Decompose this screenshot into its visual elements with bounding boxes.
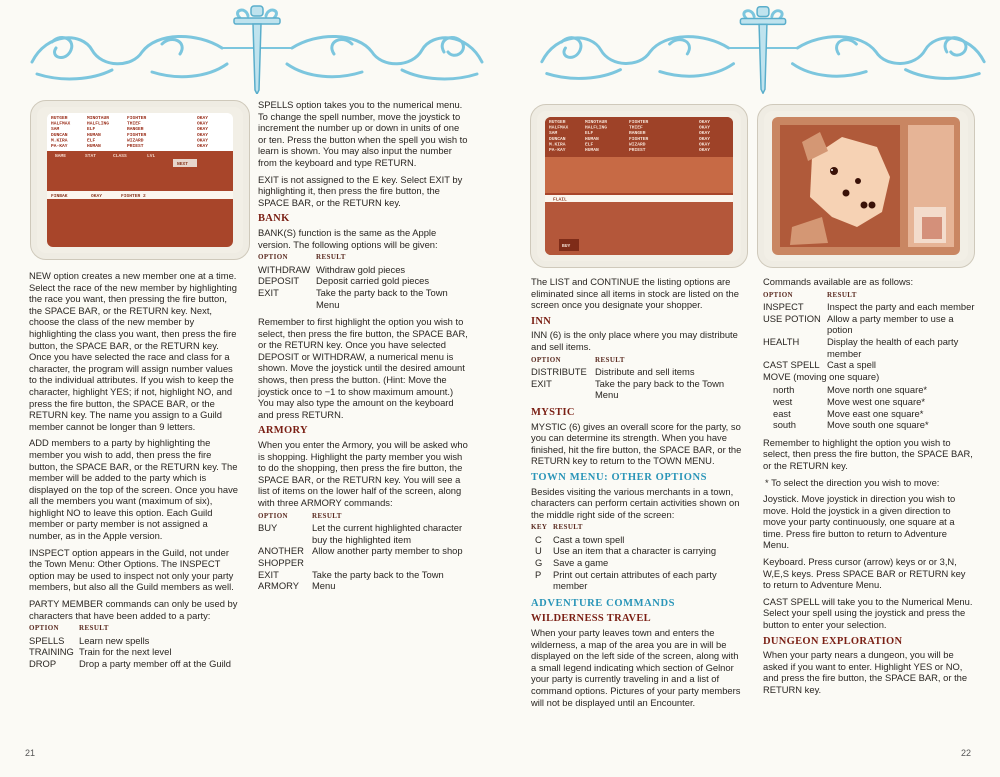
cast-spell-text: CAST SPELL will take you to the Numerical Menu. Select your spell using the joystick and press the button to enter your selection. [763,595,973,631]
result-cell: Move west one square* [827,395,925,407]
right-page [500,0,1000,777]
screen-party-cell: FIGHTER [629,120,649,125]
guild-screen-graphic [47,113,233,247]
table-header-result: RESULT [79,624,109,633]
direction-cell: west [773,395,793,407]
move-label: MOVE (moving one square) [763,370,880,382]
sword-scroll-ornament-left [22,2,492,94]
bank-table [258,252,468,310]
game-screen [545,117,733,255]
screen-party-cell: WIZARD [127,138,144,144]
wilderness-travel-heading: WILDERNESS TRAVEL [531,613,651,625]
remember-text: Remember to first highlight the option you wish to select, then press the fire button, the SPACE BAR, or the RETURN key. Once you have selected DEPOSIT or WITHDRAW, a numerical menu is shown. Move the joystick until the desired amount shows, then press the button. (Hint: Move the joystick once to −1 to show maximum amount.) You may also type the amount on the keyboard and press RETURN. [258,316,468,420]
table-header-option: OPTION [763,290,794,299]
result-cell: Train for the next level [79,646,172,658]
list-continue-text: The LIST and CONTINUE the listing options are eliminated since all items in stock are listed on the screen once you designate your shopper. [531,276,739,311]
screen-party-cell: ELF [87,138,96,144]
key-cell: U [535,545,542,557]
right-column-2 [763,276,975,701]
screen-party-cell: M.KIRA [549,142,566,148]
party-member-text: PARTY MEMBER commands can only be used by characters that have been added to a party: [29,598,238,621]
remember-text: Remember to highlight the option you wish to select, then press the fire button, the SPACE BAR, or the RETURN key. [763,436,973,471]
table-row [258,264,468,276]
screen-party-cell: ELF [585,142,594,148]
screen-side-label: NEXT [177,162,189,167]
direction-cell: east [773,407,791,419]
screen-party-cell: DUNCAN [51,132,68,138]
screen-item-highlight: FLAIL [553,197,567,203]
screen-party-cell: OKAY [699,136,711,142]
option-cell: EXIT [531,377,552,389]
screen-party-cell: FIGHTER [629,136,649,142]
table-row [763,408,975,420]
table-row [531,534,743,546]
screen-party-cell: HALFLING [87,121,110,127]
table-header-result: RESULT [595,355,625,364]
table-header-option: OPTION [29,624,60,633]
table-row [531,545,743,557]
screen-party-cell: OKAY [699,148,711,153]
screen-party-cell: HUMAN [585,148,599,153]
table-header-result: RESULT [316,253,346,262]
option-cell: TRAINING [29,646,74,658]
result-cell: Cast a town spell [553,533,625,545]
option-cell: WITHDRAW [258,263,311,275]
screen-party-cell: HUMAN [585,136,599,142]
table-row [763,384,975,396]
key-cell: P [535,568,542,580]
table-row [531,557,743,569]
table-row [763,301,975,313]
screen-party-cell: OKAY [699,120,711,125]
armory-text: When you enter the Armory, you will be asked who is shopping. Highlight the party member you wish to do the shopping, then press the fire button, the SPACE BAR, or the RETURN key. You will see a list of items on the lower half of the screen, along with three ARMORY commands: [258,439,468,508]
screen-party-cell: FIGHTER [127,132,147,138]
option-cell: DROP [29,658,57,669]
screen-party-cell: HALFLING [585,125,608,131]
screen-list-header: STAT [85,154,97,159]
party-member-table [29,623,239,669]
game-screen [772,117,960,255]
inn-table [531,355,743,401]
mystic-heading: MYSTIC [531,406,575,418]
adventure-commands-table [763,290,975,371]
screen-party-cell: OKAY [197,132,209,138]
mystic-text: MYSTIC (6) gives an overall score for the party, so you can determine its strength. When you have finished, hit the fire button, the SPACE BAR, or the RETURN key to return to the TOWN MENU. [531,420,742,467]
bank-heading: BANK [258,213,290,225]
screen-party-cell: RUTGER [51,116,68,121]
shop-screenshot [530,104,748,268]
direction-cell: north [773,384,795,396]
option-cell: EXIT [258,286,279,298]
table-header-option: OPTION [531,355,562,364]
table-header-result: RESULT [553,523,583,532]
result-cell: Deposit carried gold pieces [316,275,430,287]
screen-party-cell: RANGER [629,131,646,137]
result-cell: Take the party back to the Town Menu [316,286,448,310]
screen-party-cell: HALFMAX [549,125,569,131]
result-cell: Let the current highlighted character buy the highlighted item [312,522,463,545]
keyboard-text: Keyboard. Press cursor (arrow) keys or or 3,N, W,E,S keys. Press SPACE BAR or RETURN key to return to Adventure Menu. [763,556,966,591]
screen-party-cell: DUNCAN [549,136,566,142]
left-column-1 [29,270,239,676]
result-cell: Take the pary back to the Town Menu [595,377,725,401]
screen-party-cell: PA-KAY [549,148,566,153]
sword-scroll-ornament-right [532,2,994,94]
screen-party-cell: OKAY [197,144,209,149]
screen-party-cell: WIZARD [629,142,646,148]
screen-party-cell: OKAY [197,116,209,121]
screen-party-cell: ELF [87,127,96,133]
table-row [258,569,468,592]
screen-party-cell: OKAY [197,138,209,144]
result-cell: Move south one square* [827,419,929,431]
key-cell: C [535,533,542,545]
table-row [763,313,975,336]
screen-list-header: LVL [147,154,156,159]
table-header-option: OPTION [258,511,289,520]
screen-party-cell: OKAY [699,142,711,148]
option-cell: CAST SPELL [763,359,820,371]
key-cell: G [535,557,543,569]
page-number: 22 [961,748,972,758]
screen-party-cell: M.KIRA [51,138,68,144]
wilderness-map-screenshot [757,104,975,268]
bank-text: BANK(S) function is the same as the Apple version. The following options will be given: [258,226,438,250]
screen-party-cell: HUMAN [87,144,101,149]
screen-list-header: NAME [55,154,67,159]
screen-party-cell: THIEF [127,121,141,127]
inn-text: INN (6) is the only place where you may distribute and sell items. [531,329,738,352]
screen-party-cell: PA-KAY [51,144,68,149]
option-cell: DEPOSIT [258,275,300,287]
result-cell: Withdraw gold pieces [316,263,406,275]
dungeon-exploration-heading: DUNGEON EXPLORATION [763,635,903,647]
guild-roster-screenshot [30,100,250,260]
result-cell: Move east one square* [827,407,924,419]
armory-table [258,511,468,592]
result-cell: Use an item that a character is carrying [553,545,717,557]
direction-text: * To select the direction you wish to move: [765,476,940,488]
screen-party-cell: PRIEST [629,148,646,153]
joystick-text: Joystick. Move joystick in direction you wish to move. Hold the joystick in a given direction to move your party continuously, one square at a time. Press fire button to return to Adventure Menu. [763,493,956,551]
move-table [763,384,975,430]
screen-party-cell: PRIEST [127,144,144,149]
direction-cell: south [773,419,796,431]
result-cell: Save a game [553,557,609,569]
exit-text: EXIT is not assigned to the E key. Select EXIT by highlighting it, then press the fire button, the SPACE BAR, or the RETURN key. [258,173,463,208]
new-option-text: NEW option creates a new member one at a time. Select the race of the new member by highlighting the race you want, then pressing the fire button, the SPACE BAR, or the RETURN key. Next, choose the class of the new member by highlighting the class you want, then press the fire button, the SPACE BAR, or the RETURN key. Once you have selected the race and class for a character, the program will assign number values to the individual attributes. If you wish to keep the character, highlight YES; if not, highlight NO, and press the fire button, the SPACE BAR, or the RETURN key. The name you assign to a Guild member cannot be longer than 9 letters. [29,270,237,432]
screen-party-cell: RANGER [127,127,144,133]
inspect-text: INSPECT option appears in the Guild, not under the Town Menu: Other Options. The INSPECT option may be used to inspect not only your party members, but also all the Guild members as well. [29,546,234,593]
option-cell: INSPECT [763,301,804,313]
screen-party-cell: SAM [51,127,60,133]
screen-party-cell: OKAY [699,125,711,131]
option-cell: DISTRIBUTE [531,366,587,378]
result-cell: Cast a spell [827,359,876,371]
table-row [763,396,975,408]
table-row [763,336,975,359]
option-cell: HEALTH [763,335,800,347]
add-text: ADD members to a party by highlighting the member you wish to add, then press the fire button, the SPACE BAR, or the RETURN key. The member will be added to the party which is displayed on the top of the screen. Once you have all the members you want (maximum of six), highlight NO to leave this option. Each Guild member or party member is not assigned a number, as in the Apple version. [29,437,238,542]
table-header-result: RESULT [827,290,857,299]
page-number: 21 [25,748,36,758]
table-row [763,419,975,431]
screen-party-cell: OKAY [197,121,209,127]
town-menu-heading: TOWN MENU: OTHER OPTIONS [531,471,708,483]
left-column-2 [258,99,468,598]
option-cell: EXIT ARMORY [258,568,299,592]
town-menu-text: Besides visiting the various merchants in a town, characters can perform certain activities shown on the middle right side of the screen: [531,485,740,520]
screen-party-cell: HUMAN [87,132,101,138]
table-row [258,275,468,287]
table-row [29,635,239,647]
screen-party-cell: RUTGER [549,120,566,125]
screen-highlight-cell: OKAY [91,194,103,199]
result-cell: Take the party back to the Town Menu [312,568,444,592]
inn-heading: INN [531,315,552,327]
game-screen [47,113,233,247]
table-row [531,569,743,592]
option-cell: ANOTHER SHOPPER [258,545,304,568]
table-row [258,522,468,545]
result-cell: Drop a party member off at the Guild [79,658,231,669]
screen-party-cell: FIGHTER [127,116,147,121]
table-row [29,646,239,658]
result-cell: Allow another party member to shop [312,545,463,557]
table-row [258,287,468,310]
option-cell: SPELLS [29,634,65,646]
right-column-1 [531,276,743,713]
screen-list-header: CLASS [113,154,127,159]
table-row [29,658,239,670]
screen-party-cell: OKAY [197,127,209,133]
result-cell: Print out certain attributes of each party member [553,568,717,592]
dungeon-text: When your party nears a dungeon, you will be asked if you want to enter. Highlight YES or NO, and press the fire button, the SPACE BAR, or the RETURN key. [763,649,968,695]
result-cell: Inspect the party and each member [827,301,975,313]
result-cell: Display the health of each party member [827,335,959,359]
result-cell: Move north one square* [827,384,928,396]
wilderness-text: When your party leaves town and enters the wilderness, a map of the area you are in will be displayed on the left side of the screen, along with a small legend indicating which section of Gelnor your party is currently traveling in and a list of command options. Pictures of your party members will not be displayed until an Encounter. [531,627,741,708]
screen-buy-label: BUY [562,244,571,249]
table-row [531,366,743,378]
result-cell: Learn new spells [79,634,150,646]
option-cell: BUY [258,522,278,534]
commands-intro: Commands available are as follows: [763,276,914,287]
table-header-result: RESULT [312,511,342,520]
adventure-commands-heading: ADVENTURE COMMANDS [531,597,676,609]
screen-party-cell: MINOTAUR [585,120,608,125]
result-cell: Distribute and sell items [595,366,695,378]
screen-party-cell: OKAY [699,131,711,137]
screen-highlight-cell: FIGHTER 2 [121,194,146,199]
screen-party-cell: MINOTAUR [87,116,110,121]
shop-screen-graphic [545,117,733,255]
result-cell: Allow a party member to use a potion [827,312,954,336]
screen-party-cell: SAM [549,131,558,137]
town-options-table [531,522,743,592]
table-row [531,378,743,401]
screen-highlight-cell: FINBAK [51,194,68,199]
table-row [763,359,975,371]
screen-party-cell: HALFMAX [51,121,71,127]
spells-text: SPELLS option takes you to the numerical menu. To change the spell number, move the joystick to increment the number up or down in units of one or ten. Press the button when the spell you wish to learn is shown. You may also input the number from the keyboard and type RETURN. [258,99,468,168]
screen-party-cell: THIEF [629,125,643,131]
option-cell: USE POTION [763,312,821,324]
table-header-key: KEY [531,523,548,532]
screen-party-cell: ELF [585,131,594,137]
table-row [258,545,468,568]
table-header-option: OPTION [258,253,289,262]
armory-heading: ARMORY [258,425,308,437]
wilderness-map-graphic [772,117,960,255]
